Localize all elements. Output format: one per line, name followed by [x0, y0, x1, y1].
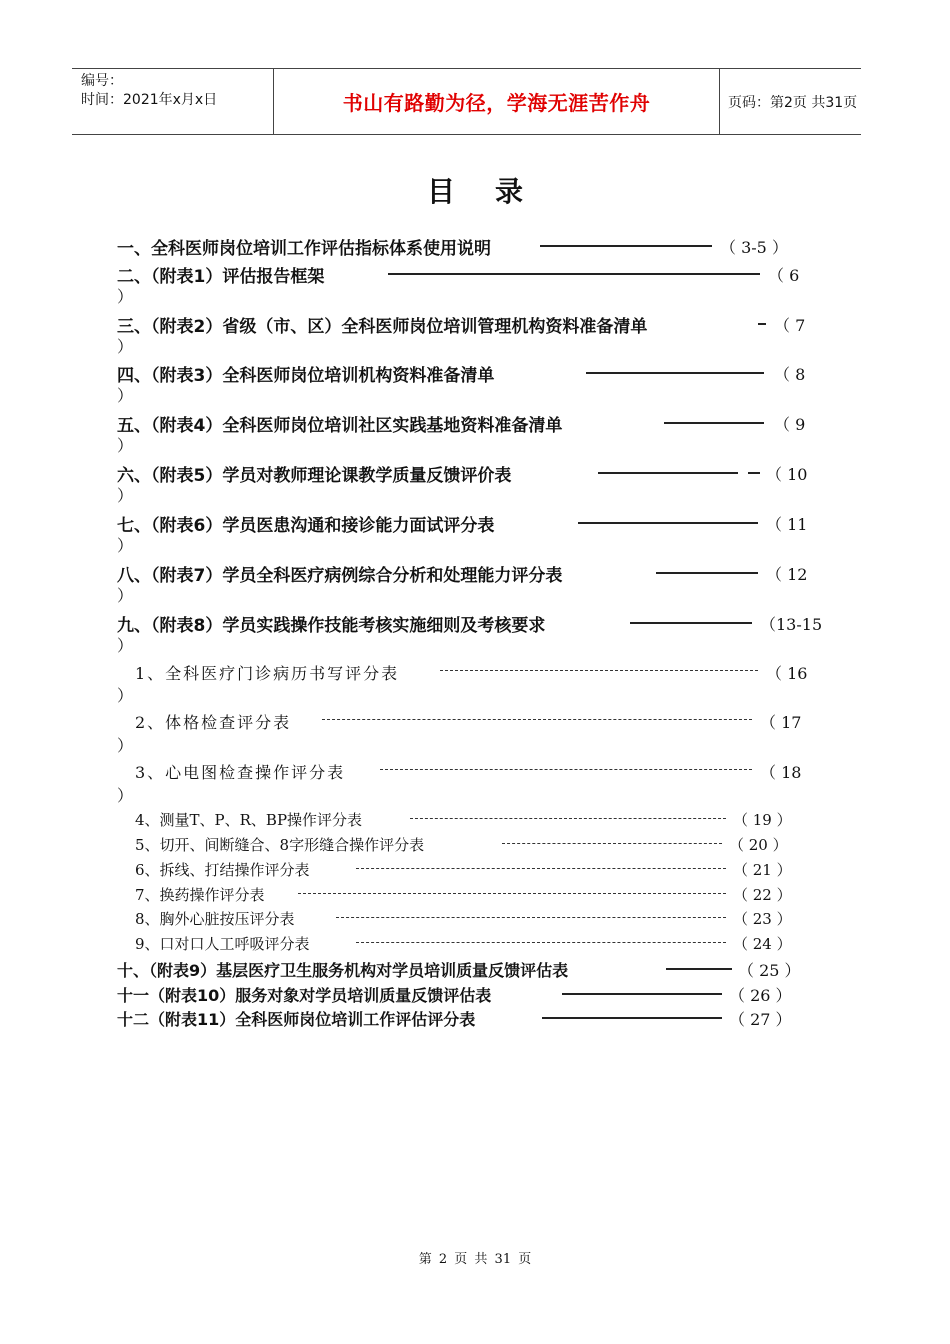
- toc-page-8-tail: ）: [117, 586, 134, 605]
- toc-entry-12[interactable]: 十二（附表11）全科医师岗位培训工作评估评分表: [117, 1010, 476, 1029]
- leader-dash: [380, 769, 752, 770]
- toc-entry-4[interactable]: 四、（附表3）全科医师岗位培训机构资料准备清单: [117, 366, 495, 386]
- toc-page-3: （ 7: [774, 316, 806, 335]
- leader-dash: [748, 472, 760, 474]
- toc-entry-9-7[interactable]: 7、换药操作评分表: [135, 886, 265, 904]
- time-label: 时间：2021年x月x日: [81, 92, 218, 108]
- header-motto: 书山有路勤为径，学海无涯苦作舟: [273, 69, 720, 134]
- toc-page-3-tail: ）: [117, 337, 134, 356]
- leader-dash: [758, 323, 766, 325]
- leader-dash: [664, 422, 764, 424]
- toc-entry-1[interactable]: 一、全科医师岗位培训工作评估指标体系使用说明: [117, 239, 491, 259]
- toc-entry-5[interactable]: 五、（附表4）全科医师岗位培训社区实践基地资料准备清单: [117, 416, 563, 436]
- toc-page-9-9: （ 24 ）: [733, 935, 792, 953]
- toc-page-9-3-tail: ）: [117, 786, 134, 805]
- leader-dash: [356, 942, 726, 943]
- toc-page-9-6: （ 21 ）: [733, 861, 792, 879]
- toc-page-7-tail: ）: [117, 536, 134, 555]
- toc-page-4-tail: ）: [117, 386, 134, 405]
- page-title: 目录: [426, 175, 563, 208]
- toc-entry-9-8[interactable]: 8、胸外心脏按压评分表: [135, 910, 295, 928]
- toc-page-9: （13-15: [760, 615, 823, 634]
- header-page-label: 页码：第2页 共31页: [728, 94, 858, 111]
- leader-dash: [630, 622, 752, 624]
- toc-entry-9-6[interactable]: 6、拆线、打结操作评分表: [135, 861, 310, 879]
- toc-page-9-4: （ 19 ）: [733, 811, 792, 829]
- toc-page-9-5: （ 20 ）: [729, 836, 788, 854]
- toc-entry-6[interactable]: 六、（附表5）学员对教师理论课教学质量反馈评价表: [117, 466, 512, 486]
- toc-page-5-tail: ）: [117, 436, 134, 455]
- toc-entry-9[interactable]: 九、（附表8）学员实践操作技能考核实施细则及考核要求: [117, 616, 546, 636]
- leader-dash: [440, 670, 758, 671]
- toc-page-8: （ 12: [766, 565, 808, 584]
- leader-dash: [666, 968, 732, 970]
- toc-entry-9-9[interactable]: 9、口对口人工呼吸评分表: [135, 935, 310, 953]
- leader-dash: [598, 472, 738, 474]
- number-label: 编号：: [81, 73, 123, 89]
- toc-page-10: （ 25 ）: [738, 961, 801, 980]
- toc-page-9-2-tail: ）: [117, 736, 134, 755]
- leader-dash: [322, 719, 752, 720]
- toc-entry-9-1[interactable]: 1、全科医疗门诊病历书写评分表: [135, 664, 400, 683]
- toc-page-7: （ 11: [766, 515, 808, 534]
- toc-entry-7[interactable]: 七、（附表6）学员医患沟通和接诊能力面试评分表: [117, 516, 495, 536]
- toc-entry-10[interactable]: 十、（附表9）基层医疗卫生服务机构对学员培训质量反馈评估表: [117, 961, 569, 980]
- toc-page-9-8: （ 23 ）: [733, 910, 792, 928]
- toc-page-2-tail: ）: [117, 287, 134, 306]
- toc-entry-8[interactable]: 八、（附表7）学员全科医疗病例综合分析和处理能力评分表: [117, 566, 563, 586]
- toc-page-5: （ 9: [774, 415, 806, 434]
- leader-dash: [336, 917, 726, 918]
- toc-page-11: （ 26 ）: [729, 986, 792, 1005]
- toc-page-9-1: （ 16: [766, 664, 808, 683]
- toc-page-9-2: （ 17: [760, 713, 802, 732]
- toc-page-4: （ 8: [774, 365, 806, 384]
- leader-dash: [562, 993, 722, 995]
- leader-dash: [656, 572, 758, 574]
- leader-dash: [578, 522, 758, 524]
- toc-page-9-3: （ 18: [760, 763, 802, 782]
- leader-dash: [542, 1017, 722, 1019]
- toc-page-6: （ 10: [766, 465, 808, 484]
- leader-dash: [388, 273, 760, 275]
- toc-entry-2[interactable]: 二、（附表1）评估报告框架: [117, 267, 325, 287]
- toc-entry-9-3[interactable]: 3、心电图检查操作评分表: [135, 763, 346, 782]
- leader-dash: [410, 818, 726, 819]
- leader-dash: [356, 868, 726, 869]
- toc-page-12: （ 27 ）: [729, 1010, 792, 1029]
- toc-entry-9-2[interactable]: 2、体格检查评分表: [135, 713, 292, 732]
- toc-page-9-7: （ 22 ）: [733, 886, 792, 904]
- leader-dash: [586, 372, 764, 374]
- toc-page-9-tail: ）: [117, 636, 134, 655]
- toc-entry-11[interactable]: 十一（附表10）服务对象对学员培训质量反馈评估表: [117, 986, 492, 1005]
- leader-dash: [298, 893, 726, 894]
- leader-dash: [540, 245, 712, 247]
- toc-entry-3[interactable]: 三、（附表2）省级（市、区）全科医师岗位培训管理机构资料准备清单: [117, 317, 648, 337]
- toc-page-2: （ 6: [768, 266, 800, 285]
- leader-dash: [502, 843, 722, 844]
- toc-page-9-1-tail: ）: [117, 686, 134, 705]
- toc-entry-9-4[interactable]: 4、测量T、P、R、BP操作评分表: [135, 811, 363, 829]
- page-footer: 第 2 页 共 31 页: [418, 1252, 532, 1267]
- toc-entry-9-5[interactable]: 5、切开、间断缝合、8字形缝合操作评分表: [135, 836, 425, 854]
- toc-page-1: （ 3-5 ）: [720, 238, 788, 257]
- toc-page-6-tail: ）: [117, 486, 134, 505]
